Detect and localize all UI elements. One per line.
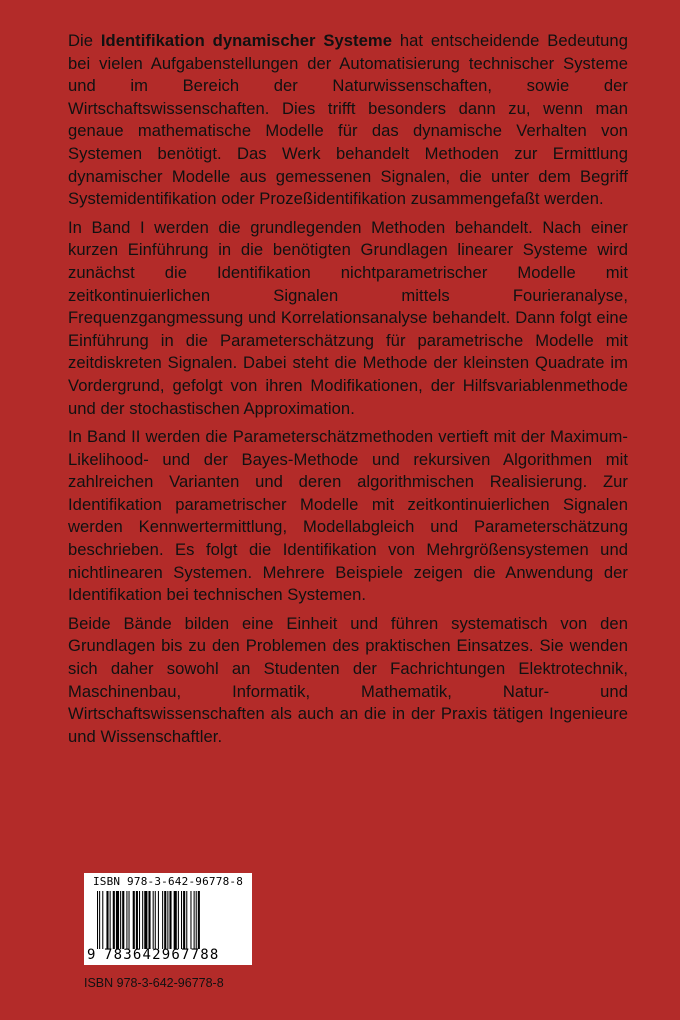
barcode-digits: 783642967788 [104,947,220,963]
barcode-bar [167,891,168,949]
barcode-bar [183,891,185,949]
barcode-bar [139,891,140,949]
barcode-bars [97,891,239,949]
barcode-bar [97,891,98,949]
barcode-bar [153,891,154,949]
blurb-title-bold: Identifikation dynamischer Systeme [100,31,392,50]
barcode-bar [129,891,130,949]
barcode-bar [186,891,187,949]
barcode-bar [116,891,119,949]
barcode-bar [126,891,127,949]
barcode-bar [122,891,124,949]
blurb-text [68,30,628,754]
barcode-bar [102,891,103,949]
blurb-paragraph-1-rest: hat entscheidende Bedeutung bei vielen Aufgabenstellungen der Automatisierung technischer Systeme und im Bereich der Naturwissenschaften, sowie der Wirtschaftswissenschaften. Dies trifft besonders dann zu, wenn man genaue mathematische Modelle für das dynamische Verhalten von Systemen benötigt. Das Werk behandelt Methoden zur Ermittlung dynamischer Modelle aus gemessenen Signalen, die unter dem Begriff Systemidentifikation oder Prozeßidentifikation zusammengefaßt werden. [68,31,628,209]
barcode-bar [169,891,171,949]
blurb-paragraph-3: In Band II werden die Parameterschätzmethoden vertieft mit der Maximum-Likelihood- und der Bayes-Methode und rekursiven Algorithmen mit zahlreichen Varianten und deren algorithmischen Realisierung. Zur Identifikation parametrischer Modelle mit zeitkontinuierlichen Signalen werden Kennwertermittlung, Modellabgleich und Parameterschätzung beschrieben. Es folgt die Identifikation von Mehrgrößensystemen und nichtlinearen Systemen. Mehrere Beispiele zeigen die Anwendung der Identifikation bei technischen Systemen. [68,427,628,605]
barcode-bar [106,891,108,949]
barcode-bar [164,891,166,949]
barcode-bar [162,891,163,949]
barcode-bar [120,891,121,949]
barcode-bar [198,891,200,949]
barcode-bar [133,891,135,949]
barcode-bar [181,891,182,949]
blurb-paragraph-1 [68,30,628,211]
barcode-bar [190,891,191,949]
barcode-bar [194,891,195,949]
barcode-bar [110,891,111,949]
isbn-footer: ISBN 978-3-642-96778-8 [84,976,224,990]
blurb-paragraph-4: Beide Bände bilden eine Einheit und führen systematisch von den Grundlagen bis zu den Problemen des praktischen Einsatzes. Sie wenden sich daher sowohl an Studenten der Fachrichtungen Elektrotechnik, Maschinenbau, Informatik, Mathematik, Natur- und Wirtschaftswissenschaften als auch an die in der Praxis tätigen Ingenieure und Wissenschaftler. [68,613,628,746]
barcode-first-digit: 9 [87,947,97,963]
barcode-bar [113,891,115,949]
barcode-isbn-label: ISBN 978-3-642-96778-8 [92,875,244,888]
blurb-paragraph-2: In Band I werden die grundlegenden Methoden behandelt. Nach einer kurzen Einführung in die benötigten Grundlagen linearer Systeme wird zunächst die Identifikation nichtparametrischer Modelle mit zeitkontinuierlichen Signalen mittels Fourieranalyse, Frequenzgangmessung und Korrelationsanalyse behandelt. Dann folgt eine Einführung in die Parameterschätzung für parametrische Modelle mit zeitdiskreten Signalen. Dabei steht die Methode der kleinsten Quadrate im Vordergrund, gefolgt von ihren Modifikationen, der Hilfsvariablenmethode und der stochastischen Approximation. [68,217,628,418]
barcode-bar [148,891,150,949]
barcode-bar [178,891,179,949]
barcode-bar [155,891,156,949]
barcode-bar [142,891,143,949]
barcode-bar [158,891,159,949]
blurb-lead: Die [68,31,101,50]
barcode-bar [196,891,197,949]
barcode-bar [174,891,177,949]
barcode [84,873,252,965]
barcode-bar [144,891,147,949]
barcode-bar [99,891,100,949]
barcode-bar [136,891,138,949]
